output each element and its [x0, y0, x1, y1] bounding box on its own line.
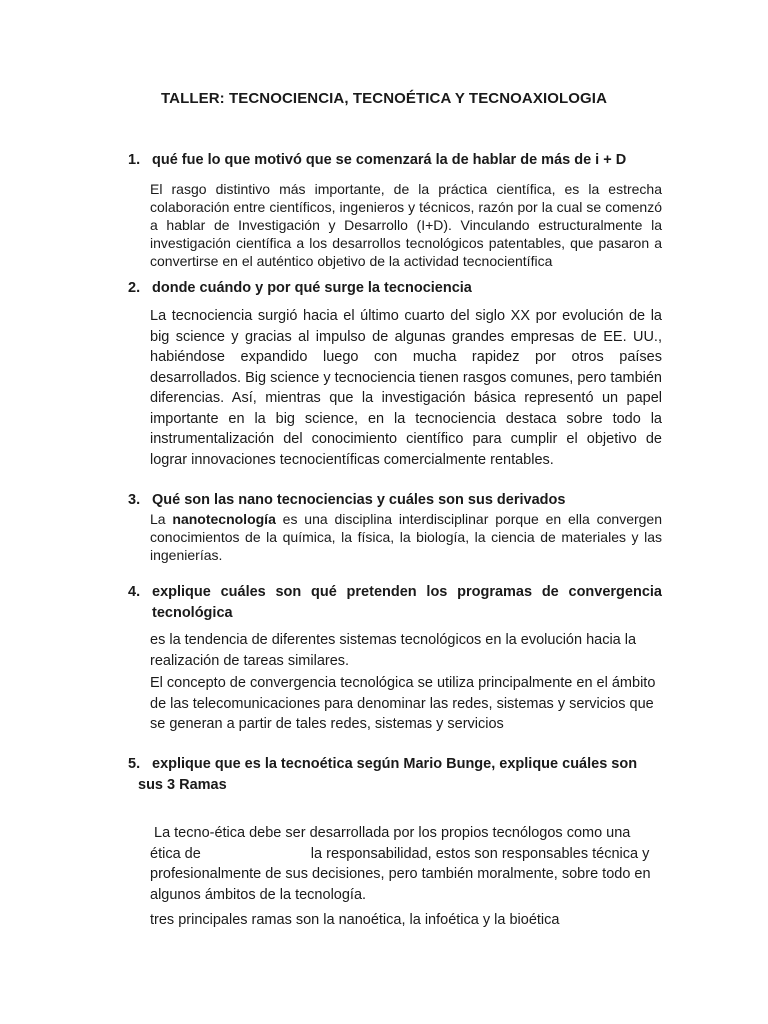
- question-number: 5.: [128, 756, 141, 772]
- answer-lead: La: [150, 511, 173, 527]
- answer-rest: es una disciplina interdisciplinar porque en ella convergen conocimientos de la química, la física, la biología, la ciencia de materiales y las ingenierías.: [150, 511, 662, 563]
- question-text-line-1: explique que es la tecnoética según Mario Bunge, explique cuáles son: [152, 756, 638, 772]
- answer-4-part-2: El concepto de convergencia tecnológica se utiliza principalmente en el ámbito de las telecomunicaciones para denominar las redes, sistemas y servicios que se generan a partir de tales redes, sistemas y servicios: [150, 675, 656, 732]
- question-text: donde cuándo y por qué surge la tecnociencia: [152, 280, 472, 296]
- question-text: Qué son las nano tecnociencias y cuáles son sus derivados: [152, 492, 566, 508]
- answer-2: La tecnociencia surgió hacia el último cuarto del siglo XX por evolución de la big science y gracias al impulso de algunas grandes empresas de EE. UU., habiéndose expandido luego con mucha rapidez por otros países desarrollados. Big science y tecnociencia tienen rasgos comunes, pero también diferencias. Así, mientras que la investigación básica representó un papel importante en la big science, en la tecnociencia destaca sobre todo la instrumentalización del conocimiento científico para cumplir el objetivo de lograr innovaciones tecnocientíficas comercialmente rentables.: [150, 308, 662, 468]
- question-text: qué fue lo que motivó que se comenzará la de hablar de más de i + D: [152, 152, 627, 168]
- document-title: TALLER: TECNOCIENCIA, TECNOÉTICA Y TECNOAXIOLOGIA: [160, 90, 608, 107]
- answer-4-part-1: es la tendencia de diferentes sistemas tecnológicos en la evolución hacia la realización de tareas similares.: [150, 632, 637, 669]
- question-number: 2.: [128, 280, 141, 296]
- question-number: 4.: [128, 584, 141, 600]
- answer-1: El rasgo distintivo más importante, de la práctica científica, es la estrecha colaboración entre científicos, ingenieros y técnicos, razón por la cual se comenzó a hablar de Investigación y Desarrollo (I+D). Vinculando estructuralmente la investigación científica a los desarrollos tecnológicos patentables, que pasaron a convertirse en el auténtico objetivo de la actividad tecnocientífica: [150, 181, 662, 269]
- question-number: 3.: [128, 492, 141, 508]
- answer-5-text-b: la responsabilidad, estos son responsables técnica y profesionalmente de sus decisiones, pero también moralmente, sobre todo en algunos ámbitos de la tecnología.: [150, 845, 651, 903]
- answer-3: [150, 510, 662, 564]
- answer-5-part-2: tres principales ramas son la nanoética, la infoética y la bioética: [150, 912, 560, 928]
- question-number: 1.: [128, 152, 141, 168]
- question-text-line-2: sus 3 Ramas: [138, 777, 227, 793]
- answer-5-text-a: La tecno-ética debe ser desarrollada por los propios tecnólogos como una ética de: [150, 825, 631, 862]
- question-4: [128, 582, 662, 624]
- question-3: [128, 490, 662, 511]
- question-1: [128, 150, 662, 171]
- question-2: [128, 278, 662, 299]
- answer-bold-term: nanotecnología: [172, 511, 276, 527]
- question-5: [128, 754, 662, 796]
- question-text: explique cuáles son qué pretenden los programas de convergencia tecnológica: [152, 584, 662, 621]
- answer-5-part-1: [150, 823, 662, 905]
